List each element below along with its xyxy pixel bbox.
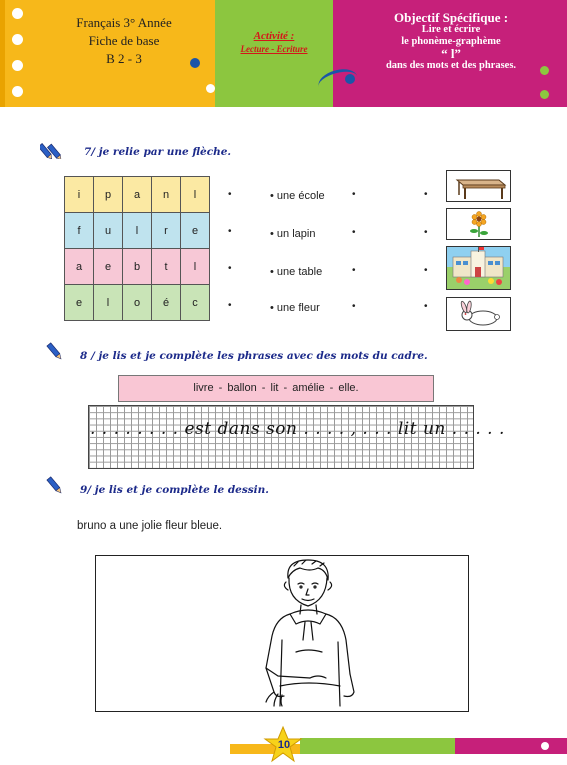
word-item: • une école [270,190,325,202]
drawing-area[interactable] [95,555,469,712]
page-number: 10 [277,739,291,751]
grid-letter-cell: l [94,285,123,321]
grid-letter-cell: r [152,213,181,249]
exercise7-title: 7/ je relie par une flèche. [84,146,232,158]
binder-ring-icon [12,86,23,97]
sheet-type: Fiche de base [88,33,160,48]
bullet[interactable]: • [424,301,428,312]
grid-row [65,213,210,249]
exercise8-title: 8 / je lis et je complète les phrases avec des mots du cadre. [80,350,428,362]
school-picture [446,246,511,290]
decor-dot [541,742,549,750]
table-picture [446,170,511,202]
pencils-icon [40,137,66,159]
grid-letter-cell: o [123,285,152,321]
bullet[interactable]: • [424,227,428,238]
exercise9-title: 9/ je lis et je complète le dessin. [80,484,269,496]
grid-letter-cell: u [94,213,123,249]
bullet[interactable]: • [228,300,232,311]
bullet[interactable]: • [228,263,232,274]
grid-letter-cell: a [65,249,94,285]
boy-drawing [96,556,468,711]
grid-letter-cell: l [181,249,210,285]
footer-strip [455,738,567,754]
decor-dot [206,84,215,93]
bullet[interactable]: • [352,301,356,312]
grid-row [65,249,210,285]
grid-letter-cell: a [123,177,152,213]
grid-row [65,177,210,213]
header-binding-strip [0,0,5,107]
bullet[interactable]: • [228,189,232,200]
bullet[interactable]: • [352,265,356,276]
activity-type: Lecture - Ecriture [240,44,308,54]
pencil-icon [46,340,66,362]
word-item: • un lapin [270,228,316,240]
bullet[interactable]: • [228,226,232,237]
grid-letter-cell: c [181,285,210,321]
objective-block [340,12,562,72]
grid-letter-cell: e [94,249,123,285]
pencil-icon [46,474,66,496]
letter-grid [64,176,210,321]
binder-ring-icon [12,60,23,71]
activity-label: Activité : [253,30,295,42]
objective-line: Lire et écrire [421,24,481,35]
exercise9-sentence: bruno a une jolie fleur bleue. [77,520,223,532]
rabbit-icon [447,298,510,330]
bullet[interactable]: • [424,189,428,200]
cursive-sentence: . . . . . . . . est dans son . . . . , . . . lit un . . . . . [90,419,505,439]
school-icon [447,247,510,289]
flower-picture [446,208,511,240]
grid-letter-cell: i [65,177,94,213]
bullet[interactable]: • [424,265,428,276]
grid-letter-cell: n [152,177,181,213]
footer-strip [300,738,460,754]
word-item: • une fleur [270,302,320,314]
word-item: • une table [270,266,323,278]
grid-letter-cell: é [152,285,181,321]
grid-letter-cell: l [181,177,210,213]
grid-letter-cell: f [65,213,94,249]
objective-grapheme: “ l” [441,46,461,61]
objective-line: dans des mots et des phrases. [385,60,517,71]
bullet[interactable]: • [352,227,356,238]
grid-row [65,285,210,321]
grid-letter-cell: b [123,249,152,285]
grid-letter-cell: e [65,285,94,321]
rabbit-picture [446,297,511,331]
binder-ring-icon [12,8,23,19]
grid-letter-cell: p [94,177,123,213]
grid-letter-cell: l [123,213,152,249]
word-bank: livre - ballon - lit - amélie - elle. [118,375,434,402]
decor-dot [540,90,549,99]
table-icon [447,171,510,201]
sheet-code: B 2 - 3 [106,51,142,66]
grid-letter-cell: t [152,249,181,285]
header-level-block [40,14,208,68]
objective-title: Objectif Spécifique : [393,10,509,25]
level-title: Français 3° Année [76,15,172,30]
grid-letter-cell: e [181,213,210,249]
binder-ring-icon [12,34,23,45]
flower-icon [447,209,510,239]
objective-line: le phonème-graphème [401,36,501,47]
activity-block [215,30,333,56]
bullet[interactable]: • [352,189,356,200]
